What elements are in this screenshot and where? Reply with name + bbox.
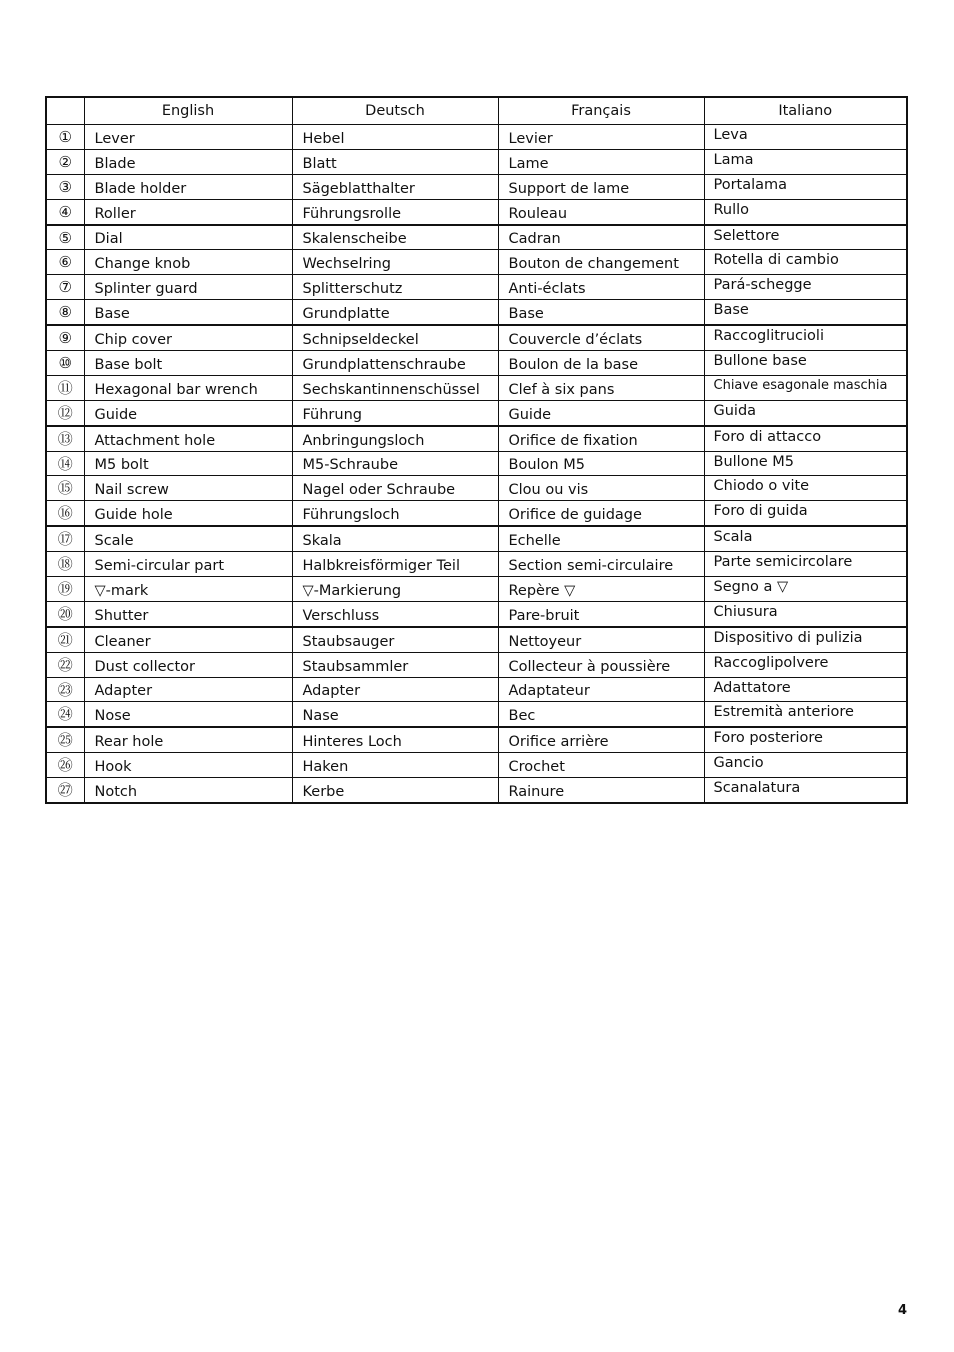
table-row bbox=[46, 199, 907, 224]
table-row bbox=[46, 149, 907, 174]
table-row bbox=[46, 250, 907, 275]
table-row bbox=[46, 552, 907, 577]
german-term: Schnipseldeckel bbox=[292, 325, 498, 350]
english-term: Cleaner bbox=[84, 627, 292, 652]
french-term: Levier bbox=[498, 125, 704, 150]
italian-term: Selettore bbox=[704, 225, 907, 250]
italian-term: Portalama bbox=[704, 174, 907, 199]
english-term: Blade holder bbox=[84, 174, 292, 199]
english-term: Dial bbox=[84, 225, 292, 250]
part-number: ⑫ bbox=[46, 400, 84, 425]
part-number: ⑭ bbox=[46, 451, 84, 476]
french-term: Couvercle d’éclats bbox=[498, 325, 704, 350]
german-term: Blatt bbox=[292, 149, 498, 174]
german-term: Verschluss bbox=[292, 601, 498, 626]
french-term: Rainure bbox=[498, 778, 704, 803]
french-term: Orifice arrière bbox=[498, 727, 704, 752]
german-term: Anbringungsloch bbox=[292, 426, 498, 451]
part-number: ⑳ bbox=[46, 601, 84, 626]
table-row bbox=[46, 577, 907, 602]
part-number: ⑬ bbox=[46, 426, 84, 451]
english-term: Roller bbox=[84, 199, 292, 224]
german-term: Staubsammler bbox=[292, 652, 498, 677]
french-term: Collecteur à poussière bbox=[498, 652, 704, 677]
table-row bbox=[46, 375, 907, 400]
english-term: Change knob bbox=[84, 250, 292, 275]
french-term: Clou ou vis bbox=[498, 476, 704, 501]
header-francais: Français bbox=[498, 97, 704, 125]
part-number: ⑥ bbox=[46, 250, 84, 275]
french-term: Orifice de fixation bbox=[498, 426, 704, 451]
italian-term: Base bbox=[704, 300, 907, 325]
english-term: Adapter bbox=[84, 677, 292, 702]
french-term: Boulon M5 bbox=[498, 451, 704, 476]
french-term: Boulon de la base bbox=[498, 351, 704, 376]
part-number: ⑩ bbox=[46, 351, 84, 376]
italian-term: Adattatore bbox=[704, 677, 907, 702]
table-row bbox=[46, 400, 907, 425]
english-term: M5 bolt bbox=[84, 451, 292, 476]
french-term: Crochet bbox=[498, 753, 704, 778]
header-deutsch: Deutsch bbox=[292, 97, 498, 125]
part-number: ⑤ bbox=[46, 225, 84, 250]
table-row bbox=[46, 451, 907, 476]
english-term: ▽-mark bbox=[84, 577, 292, 602]
italian-term: Leva bbox=[704, 125, 907, 150]
table-row bbox=[46, 351, 907, 376]
german-term: Adapter bbox=[292, 677, 498, 702]
part-number: ㉗ bbox=[46, 778, 84, 803]
part-number: ⑮ bbox=[46, 476, 84, 501]
german-term: Wechselring bbox=[292, 250, 498, 275]
table-row bbox=[46, 652, 907, 677]
english-term: Nose bbox=[84, 702, 292, 727]
english-term: Dust collector bbox=[84, 652, 292, 677]
italian-term: Raccoglitrucioli bbox=[704, 325, 907, 350]
part-number: ㉖ bbox=[46, 753, 84, 778]
english-term: Notch bbox=[84, 778, 292, 803]
part-number: ② bbox=[46, 149, 84, 174]
part-number: ⑲ bbox=[46, 577, 84, 602]
italian-term: Bullone M5 bbox=[704, 451, 907, 476]
german-term: Staubsauger bbox=[292, 627, 498, 652]
italian-term: Rullo bbox=[704, 199, 907, 224]
italian-term: Bullone base bbox=[704, 351, 907, 376]
table-row bbox=[46, 677, 907, 702]
german-term: Sechskantinnenschüssel bbox=[292, 375, 498, 400]
part-number: ㉒ bbox=[46, 652, 84, 677]
german-term: M5-Schraube bbox=[292, 451, 498, 476]
part-number: ⑧ bbox=[46, 300, 84, 325]
italian-term: Rotella di cambio bbox=[704, 250, 907, 275]
part-number: ⑯ bbox=[46, 501, 84, 526]
french-term: Section semi-circulaire bbox=[498, 552, 704, 577]
italian-term: Gancio bbox=[704, 753, 907, 778]
german-term: Hebel bbox=[292, 125, 498, 150]
german-term: Führung bbox=[292, 400, 498, 425]
french-term: Orifice de guidage bbox=[498, 501, 704, 526]
english-term: Splinter guard bbox=[84, 275, 292, 300]
table-row bbox=[46, 501, 907, 526]
english-term: Chip cover bbox=[84, 325, 292, 350]
german-term: Nase bbox=[292, 702, 498, 727]
italian-term: Guida bbox=[704, 400, 907, 425]
table-row bbox=[46, 476, 907, 501]
english-term: Lever bbox=[84, 125, 292, 150]
part-number: ⑦ bbox=[46, 275, 84, 300]
italian-term: Chiusura bbox=[704, 601, 907, 626]
table-row bbox=[46, 753, 907, 778]
french-term: Bouton de changement bbox=[498, 250, 704, 275]
english-term: Rear hole bbox=[84, 727, 292, 752]
english-term: Blade bbox=[84, 149, 292, 174]
part-number: ㉑ bbox=[46, 627, 84, 652]
table-row bbox=[46, 275, 907, 300]
french-term: Base bbox=[498, 300, 704, 325]
table-row bbox=[46, 601, 907, 626]
table-row bbox=[46, 526, 907, 551]
parts-table-body bbox=[46, 125, 907, 804]
part-number: ③ bbox=[46, 174, 84, 199]
table-row bbox=[46, 778, 907, 803]
part-number: ⑨ bbox=[46, 325, 84, 350]
german-term: ▽-Markierung bbox=[292, 577, 498, 602]
table-row bbox=[46, 727, 907, 752]
table-row bbox=[46, 174, 907, 199]
table-row bbox=[46, 702, 907, 727]
header-row bbox=[46, 97, 907, 125]
german-term: Führungsloch bbox=[292, 501, 498, 526]
part-number: ④ bbox=[46, 199, 84, 224]
english-term: Nail screw bbox=[84, 476, 292, 501]
german-term: Kerbe bbox=[292, 778, 498, 803]
german-term: Nagel oder Schraube bbox=[292, 476, 498, 501]
header-number bbox=[46, 97, 84, 125]
table-row bbox=[46, 125, 907, 150]
french-term: Nettoyeur bbox=[498, 627, 704, 652]
table-row bbox=[46, 300, 907, 325]
table-row bbox=[46, 426, 907, 451]
german-term: Sägeblatthalter bbox=[292, 174, 498, 199]
english-term: Base bbox=[84, 300, 292, 325]
english-term: Guide hole bbox=[84, 501, 292, 526]
italian-term: Raccoglipolvere bbox=[704, 652, 907, 677]
table-row bbox=[46, 627, 907, 652]
french-term: Cadran bbox=[498, 225, 704, 250]
french-term: Lame bbox=[498, 149, 704, 174]
italian-term: Chiodo o vite bbox=[704, 476, 907, 501]
italian-term: Scala bbox=[704, 526, 907, 551]
french-term: Support de lame bbox=[498, 174, 704, 199]
french-term: Adaptateur bbox=[498, 677, 704, 702]
header-italiano: Italiano bbox=[704, 97, 907, 125]
german-term: Haken bbox=[292, 753, 498, 778]
italian-term: Pará-schegge bbox=[704, 275, 907, 300]
german-term: Grundplattenschraube bbox=[292, 351, 498, 376]
french-term: Clef à six pans bbox=[498, 375, 704, 400]
italian-term: Dispositivo di pulizia bbox=[704, 627, 907, 652]
french-term: Guide bbox=[498, 400, 704, 425]
german-term: Halbkreisförmiger Teil bbox=[292, 552, 498, 577]
italian-term: Estremità anteriore bbox=[704, 702, 907, 727]
english-term: Base bolt bbox=[84, 351, 292, 376]
italian-term: Parte semicircolare bbox=[704, 552, 907, 577]
german-term: Skala bbox=[292, 526, 498, 551]
italian-term: Scanalatura bbox=[704, 778, 907, 803]
italian-term: Chiave esagonale maschia bbox=[704, 375, 907, 400]
part-number: ㉓ bbox=[46, 677, 84, 702]
table-row bbox=[46, 325, 907, 350]
italian-term: Foro di attacco bbox=[704, 426, 907, 451]
part-number: ㉔ bbox=[46, 702, 84, 727]
part-number: ⑱ bbox=[46, 552, 84, 577]
french-term: Bec bbox=[498, 702, 704, 727]
part-number: ⑰ bbox=[46, 526, 84, 551]
italian-term: Segno a ▽ bbox=[704, 577, 907, 602]
english-term: Attachment hole bbox=[84, 426, 292, 451]
english-term: Scale bbox=[84, 526, 292, 551]
page-number: 4 bbox=[897, 1303, 907, 1318]
french-term: Echelle bbox=[498, 526, 704, 551]
german-term: Splitterschutz bbox=[292, 275, 498, 300]
part-number: ⑪ bbox=[46, 375, 84, 400]
english-term: Hexagonal bar wrench bbox=[84, 375, 292, 400]
italian-term: Lama bbox=[704, 149, 907, 174]
german-term: Führungsrolle bbox=[292, 199, 498, 224]
english-term: Shutter bbox=[84, 601, 292, 626]
french-term: Pare-bruit bbox=[498, 601, 704, 626]
french-term: Rouleau bbox=[498, 199, 704, 224]
part-number: ① bbox=[46, 125, 84, 150]
table-row bbox=[46, 225, 907, 250]
parts-translation-table bbox=[45, 96, 908, 804]
italian-term: Foro posteriore bbox=[704, 727, 907, 752]
english-term: Guide bbox=[84, 400, 292, 425]
part-number: ㉕ bbox=[46, 727, 84, 752]
english-term: Hook bbox=[84, 753, 292, 778]
french-term: Anti-éclats bbox=[498, 275, 704, 300]
english-term: Semi-circular part bbox=[84, 552, 292, 577]
german-term: Hinteres Loch bbox=[292, 727, 498, 752]
german-term: Skalenscheibe bbox=[292, 225, 498, 250]
german-term: Grundplatte bbox=[292, 300, 498, 325]
italian-term: Foro di guida bbox=[704, 501, 907, 526]
french-term: Repère ▽ bbox=[498, 577, 704, 602]
header-english: English bbox=[84, 97, 292, 125]
